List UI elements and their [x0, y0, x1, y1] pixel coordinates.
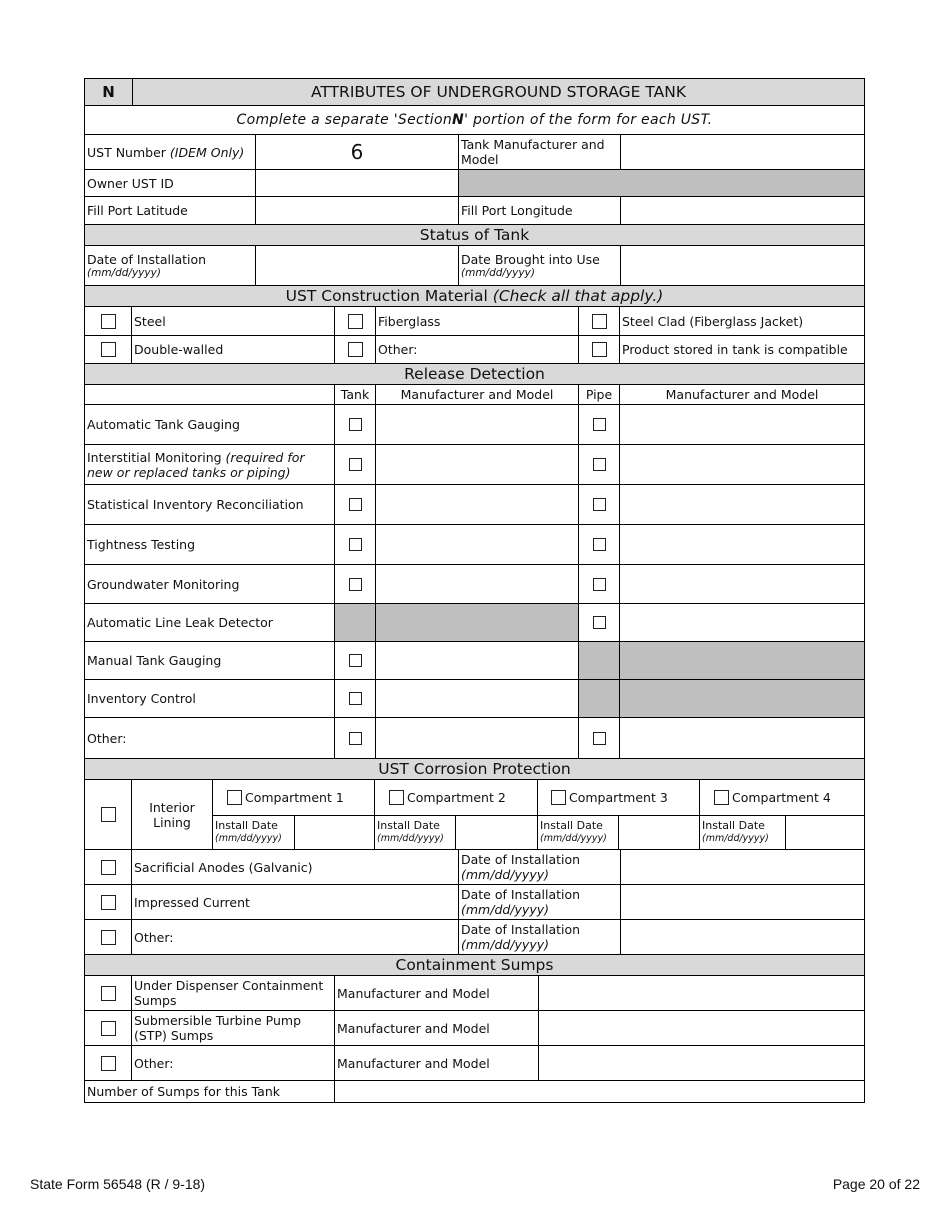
pipe-check-cell — [579, 485, 620, 524]
use-date-field[interactable] — [621, 246, 864, 285]
impressed-checkbox[interactable] — [101, 895, 116, 910]
sump-mfr-label: Manufacturer and Model — [335, 976, 539, 1010]
compartment-1-label: Compartment 1 — [245, 790, 344, 805]
interstitial-label: Interstitial Monitoring — [87, 449, 222, 465]
interstitial-pipe-mfr-field[interactable] — [620, 445, 864, 484]
stp-sump-label: Submersible Turbine Pump (STP) Sumps — [132, 1011, 335, 1045]
tightness-pipe-mfr-field[interactable] — [620, 525, 864, 564]
impressed-label: Impressed Current — [132, 885, 459, 919]
install-date-fmt: (mm/dd/yyyy) — [377, 833, 444, 844]
pipe-check-cell — [579, 565, 620, 603]
groundwater-tank-checkbox[interactable] — [349, 578, 362, 591]
compartment-2-checkbox[interactable] — [389, 790, 404, 805]
release-row-tightness — [84, 525, 865, 565]
inventory-pipe-mfr-na — [620, 680, 864, 717]
sump-row-stp — [84, 1011, 865, 1046]
longitude-label: Fill Port Longitude — [459, 197, 621, 224]
construction-other-cell — [335, 336, 376, 363]
compartment-2 — [375, 780, 538, 815]
section-title-row — [84, 78, 865, 106]
compartment-4-date-label — [700, 815, 786, 849]
sir-pipe-checkbox[interactable] — [593, 498, 606, 511]
page-number: Page 20 of 22 — [832, 1176, 920, 1192]
compatible-label: Product stored in tank is compatible — [622, 342, 848, 357]
sump-count-row — [84, 1081, 865, 1103]
corrosion-other-date-label — [459, 920, 621, 954]
status-band: Status of Tank — [84, 225, 865, 246]
dispenser-sump-checkbox[interactable] — [101, 986, 116, 1001]
tank-check-cell — [335, 565, 376, 603]
interior-lining-checkbox[interactable] — [101, 807, 116, 822]
compartment-3-date-field[interactable] — [619, 815, 700, 849]
interstitial-pipe-checkbox[interactable] — [593, 458, 606, 471]
impressed-cell — [85, 885, 132, 919]
manufacturer-label: Tank Manufacturer and Model — [459, 135, 621, 169]
release-row-interstitial — [84, 445, 865, 485]
sir-tank-mfr-field[interactable] — [376, 485, 579, 524]
alld-tank-na — [335, 604, 376, 641]
impressed-date-field[interactable] — [621, 885, 864, 919]
release-other-tank-checkbox[interactable] — [349, 732, 362, 745]
col-pipe: Pipe — [579, 385, 620, 404]
alld-pipe-mfr-field[interactable] — [620, 604, 864, 641]
compartment-3-date-label — [538, 815, 619, 849]
interstitial-note: (required for new or replaced tanks or piping) — [87, 449, 305, 480]
steel-checkbox[interactable] — [101, 314, 116, 329]
instruction-bold: N — [452, 111, 465, 128]
install-date-text: Install Date — [540, 819, 603, 832]
stp-sump-checkbox[interactable] — [101, 1021, 116, 1036]
sump-check-cell — [85, 1011, 132, 1045]
atg-pipe-checkbox[interactable] — [593, 418, 606, 431]
section-letter: N — [85, 79, 133, 105]
release-other-pipe-checkbox[interactable] — [593, 732, 606, 745]
compartment-4 — [700, 780, 864, 815]
interior-lining-row — [84, 780, 865, 850]
owner-id-field[interactable] — [256, 170, 459, 196]
compartment-3-checkbox[interactable] — [551, 790, 566, 805]
pipe-check-cell — [579, 718, 620, 758]
release-label: Manual Tank Gauging — [85, 642, 335, 679]
construction-row-1 — [84, 307, 865, 336]
manual-gauging-pipe-mfr-na — [620, 642, 864, 679]
release-row-other — [84, 718, 865, 759]
steel-cell — [85, 307, 132, 335]
atg-tank-mfr-field[interactable] — [376, 405, 579, 444]
owner-id-row — [84, 170, 865, 197]
install-date-format: (mm/dd/yyyy) — [87, 266, 161, 279]
install-date-field[interactable] — [256, 246, 459, 285]
release-header-blank — [85, 385, 335, 404]
section-title: ATTRIBUTES OF UNDERGROUND STORAGE TANK — [133, 79, 864, 105]
compartment-1-checkbox[interactable] — [227, 790, 242, 805]
impressed-date-label — [459, 885, 621, 919]
release-band: Release Detection — [84, 364, 865, 385]
longitude-field[interactable] — [621, 197, 864, 224]
interstitial-tank-mfr-field[interactable] — [376, 445, 579, 484]
manual-gauging-tank-mfr-field[interactable] — [376, 642, 579, 679]
release-row-manual-gauging — [84, 642, 865, 680]
latitude-label: Fill Port Latitude — [85, 197, 256, 224]
sump-mfr-label: Manufacturer and Model — [335, 1011, 539, 1045]
instruction-pre: Complete a separate 'Section — [236, 111, 453, 128]
atg-tank-checkbox[interactable] — [349, 418, 362, 431]
corrosion-band: UST Corrosion Protection — [84, 759, 865, 780]
pipe-check-cell — [579, 604, 620, 641]
ust-attributes-form — [84, 78, 865, 1103]
steel-clad-checkbox[interactable] — [592, 314, 607, 329]
steel-clad-cell — [579, 307, 620, 335]
pipe-check-cell — [579, 445, 620, 484]
release-label: Automatic Tank Gauging — [85, 405, 335, 444]
col-tank: Tank — [335, 385, 376, 404]
ust-number-label-text: UST Number — [87, 144, 166, 160]
groundwater-pipe-mfr-field[interactable] — [620, 565, 864, 603]
compartment-dates — [213, 815, 864, 849]
compatible-checkbox[interactable] — [592, 342, 607, 357]
sir-tank-checkbox[interactable] — [349, 498, 362, 511]
owner-id-label: Owner UST ID — [85, 170, 256, 196]
tank-check-cell — [335, 405, 376, 444]
compartment-3 — [538, 780, 700, 815]
construction-other-label: Other: — [376, 336, 579, 363]
install-date-text: Install Date — [377, 819, 440, 832]
release-row-sir — [84, 485, 865, 525]
date-format: (mm/dd/yyyy) — [461, 867, 549, 882]
construction-row-2 — [84, 336, 865, 364]
compartment-2-date-field[interactable] — [456, 815, 538, 849]
sump-mfr-label: Manufacturer and Model — [335, 1046, 539, 1080]
construction-other-checkbox[interactable] — [348, 342, 363, 357]
groundwater-tank-mfr-field[interactable] — [376, 565, 579, 603]
steel-label: Steel — [132, 307, 335, 335]
tank-check-cell — [335, 525, 376, 564]
manual-gauging-pipe-na — [579, 642, 620, 679]
release-label: Other: — [85, 718, 335, 758]
steel-clad-label: Steel Clad (Fiberglass Jacket) — [622, 313, 804, 329]
sump-check-cell — [85, 976, 132, 1010]
double-walled-cell — [85, 336, 132, 363]
interior-lining-label: Interior Lining — [132, 780, 213, 849]
alld-tank-mfr-na — [376, 604, 579, 641]
ust-number-field[interactable]: 6 — [256, 135, 459, 169]
tank-check-cell — [335, 485, 376, 524]
release-label: Groundwater Monitoring — [85, 565, 335, 603]
compartment-4-label: Compartment 4 — [732, 790, 831, 805]
anodes-date-label — [459, 850, 621, 884]
inventory-tank-checkbox[interactable] — [349, 692, 362, 705]
construction-band — [84, 286, 865, 307]
anodes-row — [84, 850, 865, 885]
compartment-header — [213, 780, 864, 816]
corrosion-other-date-field[interactable] — [621, 920, 864, 954]
install-date-fmt: (mm/dd/yyyy) — [215, 833, 282, 844]
instruction-post: ' portion of the form for each UST. — [464, 111, 713, 128]
corrosion-other-cell — [85, 920, 132, 954]
use-date-label-text: Date Brought into Use — [461, 251, 600, 267]
construction-title: UST Construction Material — [285, 287, 488, 305]
sump-count-field[interactable] — [335, 1081, 864, 1102]
fiberglass-cell — [335, 307, 376, 335]
corrosion-other-checkbox[interactable] — [101, 930, 116, 945]
release-label: Tightness Testing — [85, 525, 335, 564]
impressed-row — [84, 885, 865, 920]
anodes-date-field[interactable] — [621, 850, 864, 884]
compartment-2-date-label — [375, 815, 456, 849]
owner-id-blank — [459, 170, 864, 196]
atg-pipe-mfr-field[interactable] — [620, 405, 864, 444]
date-label-text: Date of Installation — [461, 887, 581, 902]
groundwater-pipe-checkbox[interactable] — [593, 578, 606, 591]
sump-check-cell — [85, 1046, 132, 1080]
ust-number-note: (IDEM Only) — [169, 144, 245, 160]
double-walled-checkbox[interactable] — [101, 342, 116, 357]
fill-port-row — [84, 197, 865, 225]
compartment-4-date-field[interactable] — [786, 815, 864, 849]
release-row-atg — [84, 405, 865, 445]
compatible-cell — [579, 336, 620, 363]
interior-lining-cell — [85, 780, 132, 849]
pipe-check-cell — [579, 405, 620, 444]
tank-check-cell — [335, 642, 376, 679]
compartment-2-label: Compartment 2 — [407, 790, 506, 805]
compartment-1-date-field[interactable] — [295, 815, 375, 849]
ust-number-row — [84, 135, 865, 170]
date-format: (mm/dd/yyyy) — [461, 902, 549, 917]
install-date-fmt: (mm/dd/yyyy) — [540, 833, 607, 844]
ust-number-label — [85, 135, 256, 169]
release-label: Inventory Control — [85, 680, 335, 717]
date-label-text: Date of Installation — [461, 852, 581, 867]
tightness-tank-checkbox[interactable] — [349, 538, 362, 551]
install-date-text: Install Date — [702, 819, 765, 832]
release-row-alld — [84, 604, 865, 642]
dispenser-sump-mfr-field[interactable] — [539, 976, 864, 1010]
release-other-tank-mfr-field[interactable] — [376, 718, 579, 758]
other-sump-label: Other: — [132, 1046, 335, 1080]
manufacturer-field[interactable] — [621, 135, 864, 169]
inventory-tank-mfr-field[interactable] — [376, 680, 579, 717]
release-row-inventory — [84, 680, 865, 718]
anodes-cell — [85, 850, 132, 884]
other-sump-mfr-field[interactable] — [539, 1046, 864, 1080]
install-date-text: Install Date — [215, 819, 278, 832]
corrosion-other-label: Other: — [132, 920, 459, 954]
fiberglass-label: Fiberglass — [376, 307, 579, 335]
other-sump-checkbox[interactable] — [101, 1056, 116, 1071]
date-format: (mm/dd/yyyy) — [461, 937, 549, 952]
release-other-pipe-mfr-field[interactable] — [620, 718, 864, 758]
install-date-label — [85, 246, 256, 285]
double-walled-label: Double-walled — [132, 336, 335, 363]
tightness-tank-mfr-field[interactable] — [376, 525, 579, 564]
tank-check-cell — [335, 445, 376, 484]
tank-check-cell — [335, 680, 376, 717]
use-date-format: (mm/dd/yyyy) — [461, 266, 535, 279]
col-tank-mfr: Manufacturer and Model — [376, 385, 579, 404]
compartment-3-label: Compartment 3 — [569, 790, 668, 805]
tank-check-cell — [335, 718, 376, 758]
instruction-row — [84, 106, 865, 135]
compartment-1-date-label — [213, 815, 295, 849]
form-id: State Form 56548 (R / 9-18) — [30, 1176, 206, 1192]
release-label: Automatic Line Leak Detector — [85, 604, 335, 641]
sumps-band: Containment Sumps — [84, 955, 865, 976]
inventory-pipe-na — [579, 680, 620, 717]
anodes-label: Sacrificial Anodes (Galvanic) — [132, 850, 459, 884]
instruction-text — [85, 106, 864, 134]
release-row-groundwater — [84, 565, 865, 604]
pipe-check-cell — [579, 525, 620, 564]
release-header-row — [84, 385, 865, 405]
manual-gauging-tank-checkbox[interactable] — [349, 654, 362, 667]
col-pipe-mfr: Manufacturer and Model — [665, 387, 819, 402]
release-label-interstitial — [85, 445, 335, 484]
alld-pipe-checkbox[interactable] — [593, 616, 606, 629]
use-date-label — [459, 246, 621, 285]
sump-count-label: Number of Sumps for this Tank — [85, 1081, 335, 1102]
corrosion-other-row — [84, 920, 865, 955]
sump-row-other — [84, 1046, 865, 1081]
compartment-1 — [213, 780, 375, 815]
tightness-pipe-checkbox[interactable] — [593, 538, 606, 551]
fiberglass-checkbox[interactable] — [348, 314, 363, 329]
interstitial-tank-checkbox[interactable] — [349, 458, 362, 471]
sump-row-dispenser — [84, 976, 865, 1011]
date-label-text: Date of Installation — [461, 922, 581, 937]
release-label: Statistical Inventory Reconciliation — [85, 485, 335, 524]
status-row — [84, 246, 865, 286]
sir-pipe-mfr-field[interactable] — [620, 485, 864, 524]
anodes-checkbox[interactable] — [101, 860, 116, 875]
dispenser-sump-label: Under Dispenser Containment Sumps — [132, 976, 335, 1010]
compartment-4-checkbox[interactable] — [714, 790, 729, 805]
install-date-label-text: Date of Installation — [87, 251, 207, 267]
install-date-fmt: (mm/dd/yyyy) — [702, 833, 769, 844]
construction-note: (Check all that apply.) — [492, 287, 664, 305]
stp-sump-mfr-field[interactable] — [539, 1011, 864, 1045]
latitude-field[interactable] — [256, 197, 459, 224]
